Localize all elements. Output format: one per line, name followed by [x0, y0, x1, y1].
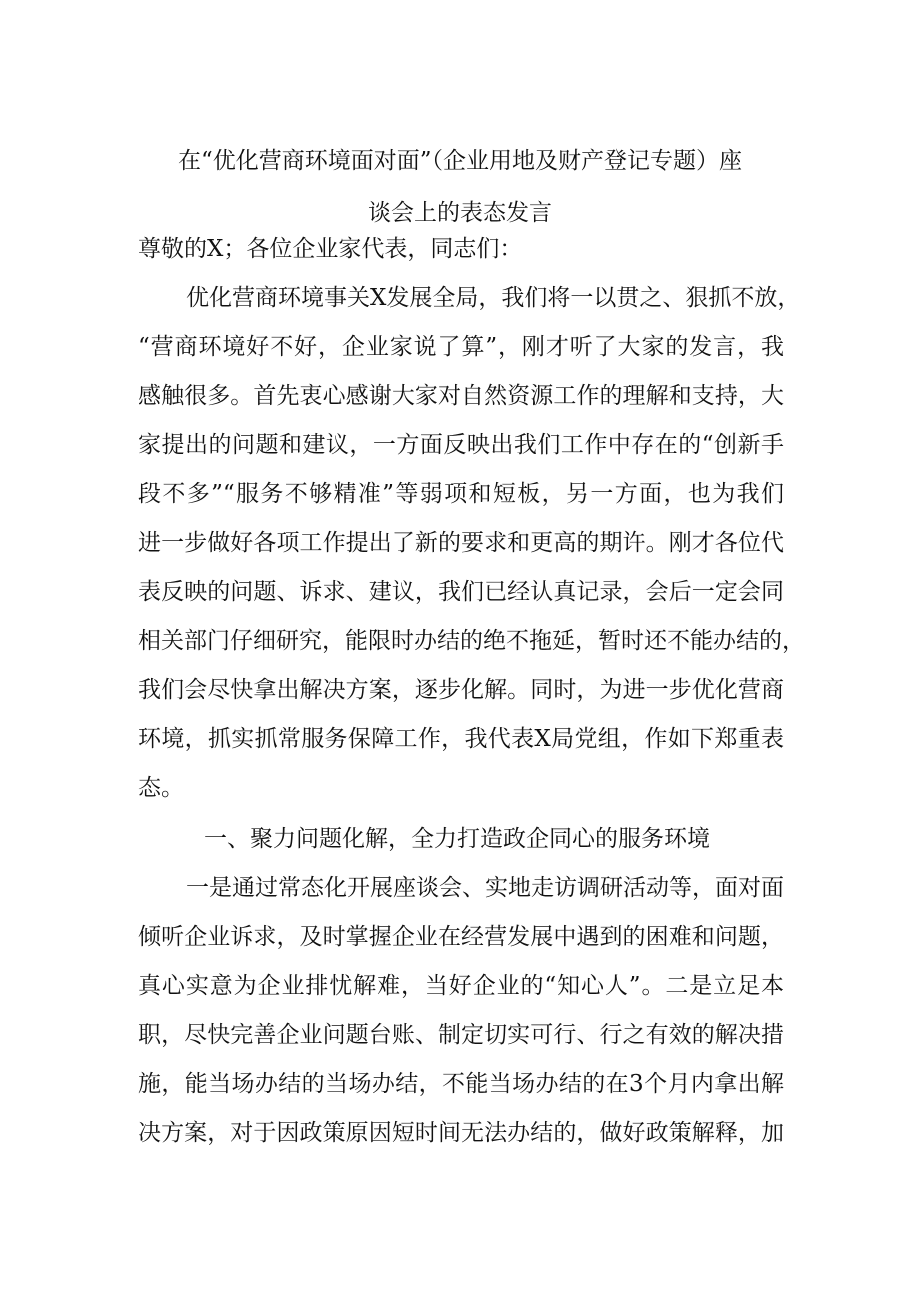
document-title-line-2: 谈会上的表态发言 — [368, 200, 552, 226]
paragraph-2-line: 施，能当场办结的当场办结，不能当场办结的在3个月内拿出解 — [138, 1071, 784, 1097]
paragraph-1-line: 家提出的问题和建议，一方面反映出我们工作中存在的“创新手 — [138, 432, 784, 458]
paragraph-1-line: 态。 — [138, 775, 184, 801]
paragraph-1-line: 环境，抓实抓常服务保障工作，我代表X局党组，作如下郑重表 — [138, 726, 784, 752]
paragraph-1-line: 相关部门仔细研究，能限时办结的绝不拖延，暂时还不能办结的， — [138, 628, 805, 654]
paragraph-1-line: 段不多”“服务不够精准”等弱项和短板，另一方面，也为我们 — [138, 481, 784, 507]
paragraph-2-line: 决方案，对于因政策原因短时间无法办结的，做好政策解释，加 — [138, 1120, 784, 1146]
paragraph-1-line: 表反映的问题、诉求、建议，我们已经认真记录，会后一定会同 — [138, 579, 784, 605]
paragraph-1-line: 优化营商环境事关X发展全局，我们将一以贯之、狠抓不放， — [186, 285, 801, 311]
paragraph-1-line: 感触很多。首先衷心感谢大家对自然资源工作的理解和支持，大 — [138, 383, 784, 409]
paragraph-2-line: 倾听企业诉求，及时掌握企业在经营发展中遇到的困难和问题， — [138, 924, 784, 950]
paragraph-1-line: “营商环境好不好，企业家说了算”，刚才听了大家的发言，我 — [138, 334, 784, 360]
paragraph-2-line: 真心实意为企业排忧解难，当好企业的“知心人”。二是立足本 — [138, 973, 784, 999]
section-1-heading: 一、聚力问题化解，全力打造政企同心的服务环境 — [204, 826, 710, 852]
salutation: 尊敬的X；各位企业家代表，同志们： — [138, 236, 523, 262]
paragraph-1-line: 我们会尽快拿出解决方案，逐步化解。同时，为进一步优化营商 — [138, 677, 784, 703]
paragraph-2-line: 一是通过常态化开展座谈会、实地走访调研活动等，面对面 — [186, 875, 784, 901]
document-title-line-1: 在“优化营商环境面对面”（企业用地及财产登记专题）座 — [177, 148, 743, 174]
paragraph-2-line: 职，尽快完善企业问题台账、制定切实可行、行之有效的解决措 — [138, 1022, 784, 1048]
paragraph-1-line: 进一步做好各项工作提出了新的要求和更高的期许。刚才各位代 — [138, 530, 784, 556]
